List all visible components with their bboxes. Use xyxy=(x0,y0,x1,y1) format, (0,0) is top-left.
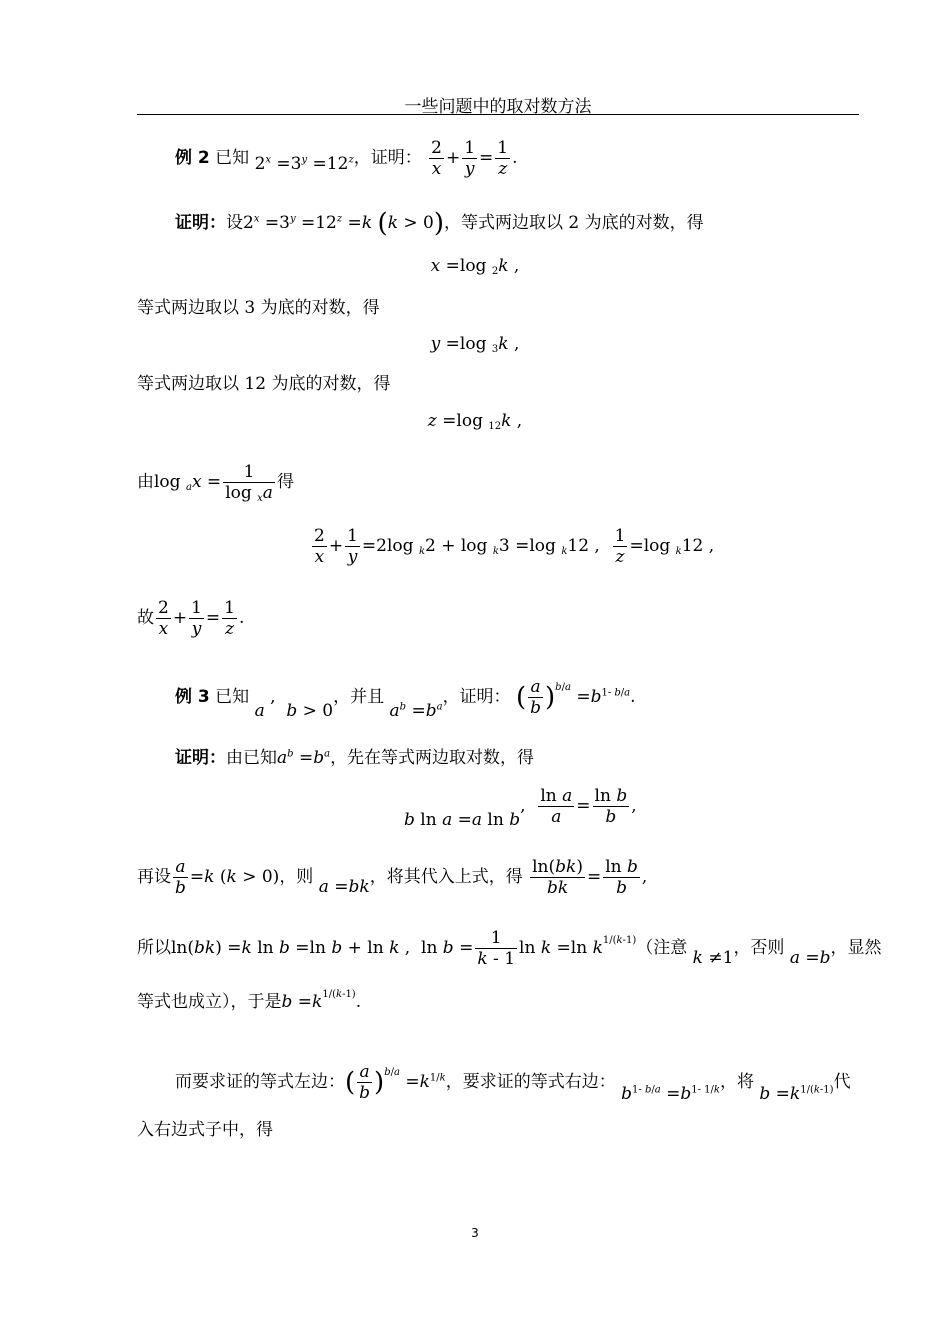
eq-ln: b ln a =a ln b, $\frac{\text{ln a}}{a}$ = $\frac{\text{ln b}}{b}$ , xyxy=(404,786,637,830)
example-3-proof-start: 证明：由已知$a^b =b^a$，先在等式两边取对数，得 xyxy=(175,748,535,768)
example-2-statement: 例 2 已知 $2^x =3^y =12^z$，证明： $\frac{2}{x}$ + $\frac{1}{y}$ = $\frac{1}{z}$ . xyxy=(175,138,518,179)
page-header: 一些问题中的取对数方法 xyxy=(404,97,592,117)
example-3-statement: 例 3 已知 a , b > 0，并且 $a^b =b^a$，证明： ( $\frac{a}{b}$ )$^{b/a} =b^{1- b/a}$. xyxy=(175,677,636,721)
text-base12: 等式两边取以 12 为底的对数，得 xyxy=(137,374,391,394)
page-number: 3 xyxy=(471,1226,479,1240)
eq-z: z =log $_{12}$k , xyxy=(427,411,523,432)
eq-sum: $\frac{2}{x}$ + $\frac{1}{y}$ =2log $_k$2 + log $_k$3 =log $_k$12 , $\frac{1}{z}$ =log $_k$12 , xyxy=(314,526,715,567)
eq-y: y =log $_3$k , xyxy=(430,334,520,355)
eq-x: x =log $_2$k , xyxy=(430,256,520,277)
b-result: 等式也成立），于是$b =k^{1/(k-1)}$. xyxy=(137,989,362,1012)
change-of-base: 由log $_a$x = $\frac{1}{\log _xa}$ 得 xyxy=(137,462,294,504)
example-3-label: 例 3 xyxy=(175,687,210,707)
set-k: 再设 $\frac{a}{b}$ =k (k > 0)，则 a =bk，将其代入上式，得 $\frac{\ln(bk)}{bk}$ = $\frac{\text{ln b}}{b}$ , xyxy=(137,857,648,898)
example-2-label: 例 2 xyxy=(175,148,210,168)
example-2-proof-start: 证明：设$2^x =3^y =12^z =k$ (k > 0)，等式两边取以 2 为底的对数，得 xyxy=(175,208,704,239)
header-rule xyxy=(137,114,859,115)
final-line: 入右边式子中，得 xyxy=(137,1120,273,1140)
left-right: 而要求证的等式左边：( $\frac{a}{b}$ )$^{b/a} =k^{1/k}$，要求证的等式右边： $b^{1- b/a} =b^{1- 1/k}$，将 $b =k^{1/(k-1)}$代 xyxy=(175,1062,851,1104)
conclusion-2: 故 $\frac{2}{x}$ + $\frac{1}{y}$ = $\frac{1}{z}$ . xyxy=(137,598,245,639)
text-base3: 等式两边取以 3 为底的对数，得 xyxy=(137,298,380,318)
so-line: 所以ln(bk) =k ln b =ln b + ln k , ln b = $\frac{1}{k - 1}$ ln k =ln $k^{1/(k-1)}$（注意 k ≠1，否则 a =b，显然 xyxy=(137,928,882,969)
